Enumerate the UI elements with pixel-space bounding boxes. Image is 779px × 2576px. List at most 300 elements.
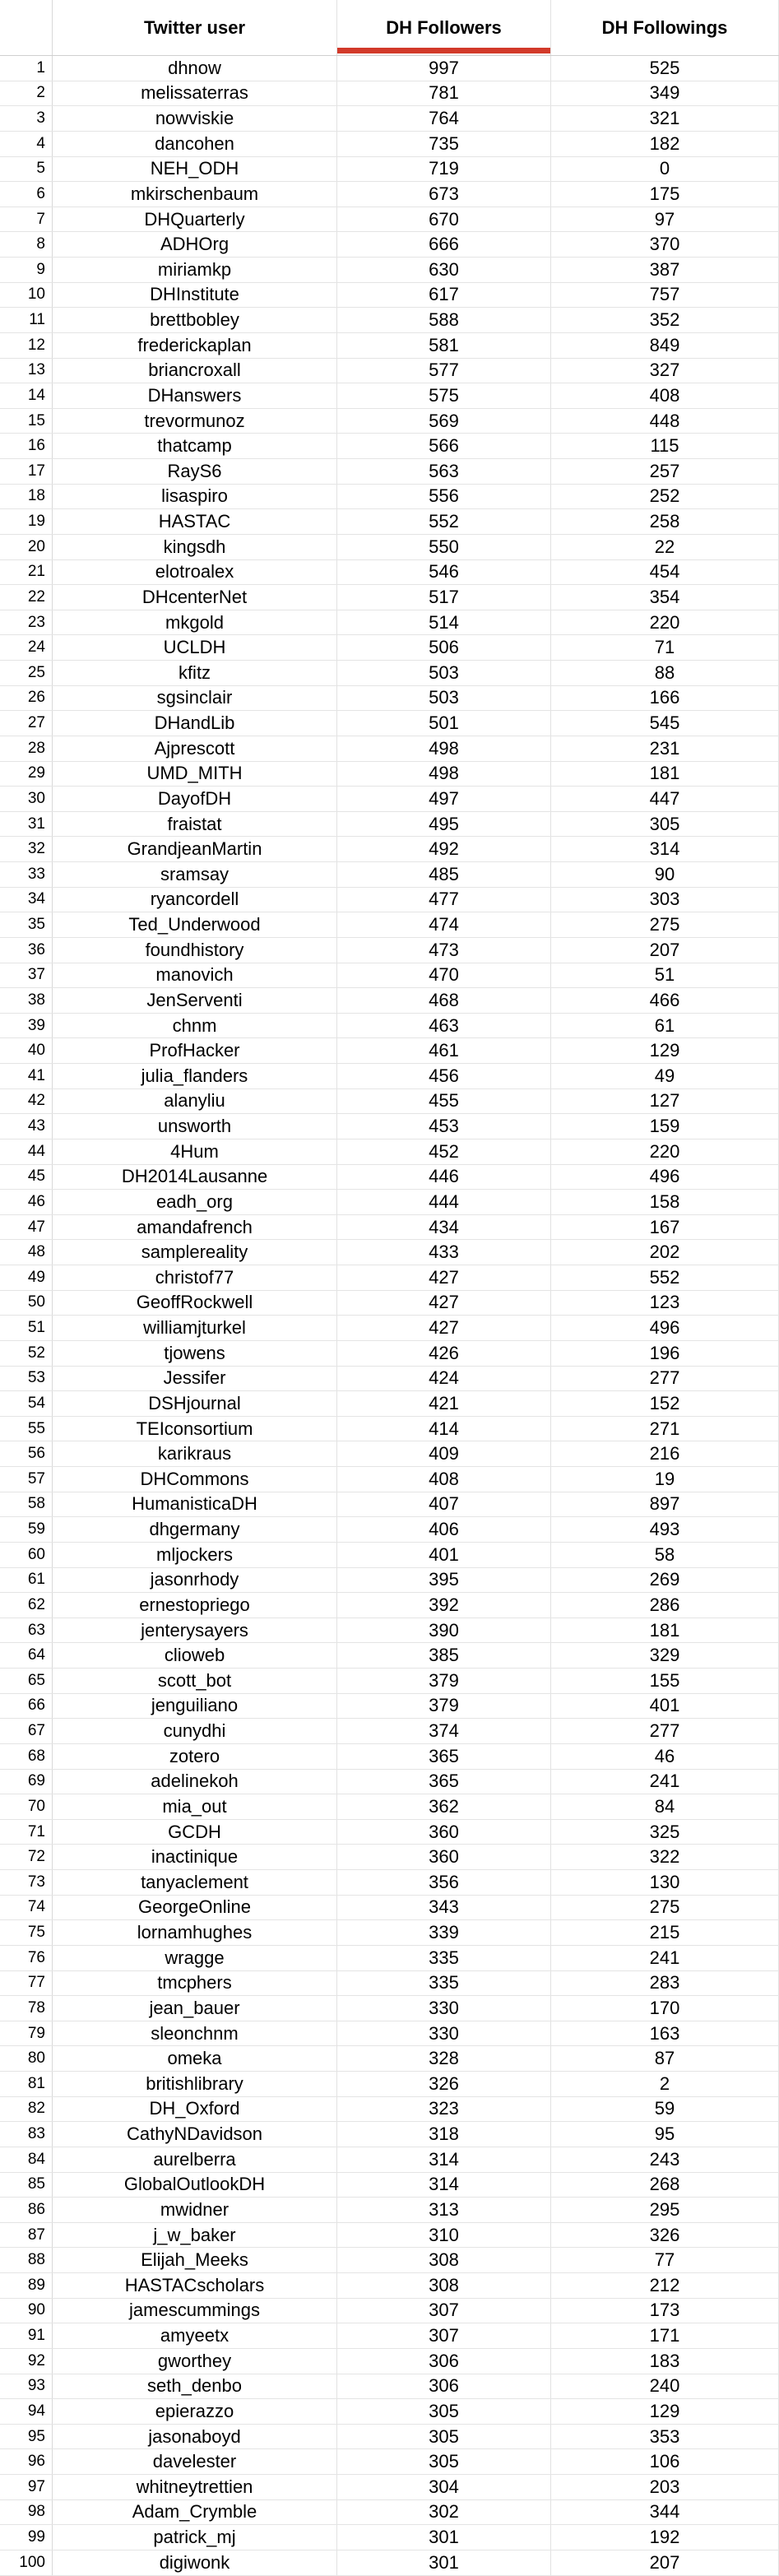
row-number[interactable]: 59 — [0, 1517, 53, 1542]
table-row[interactable] — [0, 2147, 779, 2173]
cell-dh-followers[interactable]: 577 — [337, 359, 551, 383]
cell-twitter-user[interactable]: gworthey — [53, 2349, 337, 2374]
row-number[interactable]: 94 — [0, 2399, 53, 2424]
row-number[interactable]: 9 — [0, 258, 53, 282]
cell-dh-followings[interactable]: 58 — [551, 1543, 779, 1567]
cell-dh-followings[interactable]: 408 — [551, 383, 779, 408]
row-number[interactable]: 91 — [0, 2323, 53, 2348]
cell-twitter-user[interactable]: DHanswers — [53, 383, 337, 408]
table-row[interactable] — [0, 1920, 779, 1946]
cell-twitter-user[interactable]: mkirschenbaum — [53, 182, 337, 207]
table-row[interactable] — [0, 1492, 779, 1518]
cell-dh-followings[interactable]: 0 — [551, 157, 779, 182]
row-number[interactable]: 28 — [0, 736, 53, 761]
cell-twitter-user[interactable]: GeoffRockwell — [53, 1291, 337, 1316]
row-number[interactable]: 1 — [0, 56, 53, 81]
cell-dh-followers[interactable]: 673 — [337, 182, 551, 207]
table-row[interactable] — [0, 2122, 779, 2147]
table-row[interactable] — [0, 2399, 779, 2425]
cell-twitter-user[interactable]: RayS6 — [53, 459, 337, 484]
row-number-header[interactable] — [0, 0, 53, 55]
table-row[interactable] — [0, 2046, 779, 2072]
cell-dh-followers[interactable]: 433 — [337, 1240, 551, 1265]
cell-dh-followings[interactable]: 127 — [551, 1089, 779, 1114]
cell-twitter-user[interactable]: mia_out — [53, 1794, 337, 1819]
cell-dh-followers[interactable]: 304 — [337, 2475, 551, 2499]
cell-dh-followings[interactable]: 84 — [551, 1794, 779, 1819]
table-row[interactable] — [0, 1190, 779, 1215]
cell-twitter-user[interactable]: whitneytrettien — [53, 2475, 337, 2499]
cell-twitter-user[interactable]: UMD_MITH — [53, 762, 337, 787]
row-number[interactable]: 55 — [0, 1417, 53, 1441]
row-number[interactable]: 4 — [0, 132, 53, 156]
table-row[interactable] — [0, 1467, 779, 1492]
table-row[interactable] — [0, 2223, 779, 2249]
cell-dh-followers[interactable]: 401 — [337, 1543, 551, 1567]
cell-dh-followers[interactable]: 501 — [337, 711, 551, 736]
cell-dh-followings[interactable]: 241 — [551, 1946, 779, 1970]
table-row[interactable] — [0, 1744, 779, 1770]
row-number[interactable]: 98 — [0, 2500, 53, 2525]
cell-twitter-user[interactable]: trevormunoz — [53, 409, 337, 434]
row-number[interactable]: 45 — [0, 1165, 53, 1190]
cell-dh-followings[interactable]: 61 — [551, 1014, 779, 1038]
cell-twitter-user[interactable]: jamescummings — [53, 2299, 337, 2323]
row-number[interactable]: 90 — [0, 2299, 53, 2323]
row-number[interactable]: 25 — [0, 661, 53, 685]
table-row[interactable] — [0, 1240, 779, 1265]
cell-dh-followings[interactable]: 354 — [551, 585, 779, 610]
cell-dh-followings[interactable]: 447 — [551, 787, 779, 811]
cell-dh-followers[interactable]: 463 — [337, 1014, 551, 1038]
table-row[interactable] — [0, 132, 779, 157]
cell-dh-followings[interactable]: 325 — [551, 1820, 779, 1845]
cell-dh-followings[interactable]: 295 — [551, 2198, 779, 2222]
cell-dh-followings[interactable]: 192 — [551, 2525, 779, 2550]
cell-dh-followings[interactable]: 163 — [551, 2021, 779, 2046]
cell-twitter-user[interactable]: dancohen — [53, 132, 337, 156]
cell-dh-followings[interactable]: 158 — [551, 1190, 779, 1214]
row-number[interactable]: 88 — [0, 2248, 53, 2272]
row-number[interactable]: 19 — [0, 509, 53, 534]
table-row[interactable] — [0, 1139, 779, 1165]
cell-dh-followings[interactable]: 215 — [551, 1920, 779, 1945]
table-row[interactable] — [0, 912, 779, 938]
cell-dh-followers[interactable]: 328 — [337, 2046, 551, 2071]
cell-dh-followings[interactable]: 277 — [551, 1719, 779, 1743]
cell-dh-followings[interactable]: 552 — [551, 1265, 779, 1290]
cell-twitter-user[interactable]: clioweb — [53, 1643, 337, 1668]
row-number[interactable]: 34 — [0, 888, 53, 912]
row-number[interactable]: 3 — [0, 106, 53, 131]
cell-twitter-user[interactable]: UCLDH — [53, 635, 337, 660]
table-row[interactable] — [0, 1417, 779, 1442]
table-row[interactable] — [0, 2097, 779, 2123]
cell-dh-followings[interactable]: 268 — [551, 2173, 779, 2198]
cell-dh-followers[interactable]: 379 — [337, 1669, 551, 1693]
cell-twitter-user[interactable]: HASTAC — [53, 509, 337, 534]
cell-dh-followers[interactable]: 556 — [337, 485, 551, 509]
cell-dh-followings[interactable]: 207 — [551, 2550, 779, 2575]
cell-dh-followers[interactable]: 569 — [337, 409, 551, 434]
cell-dh-followings[interactable]: 175 — [551, 182, 779, 207]
table-row[interactable] — [0, 383, 779, 409]
cell-dh-followers[interactable]: 517 — [337, 585, 551, 610]
cell-dh-followings[interactable]: 123 — [551, 1291, 779, 1316]
row-number[interactable]: 84 — [0, 2147, 53, 2172]
cell-dh-followers[interactable]: 407 — [337, 1492, 551, 1517]
cell-twitter-user[interactable]: JenServenti — [53, 988, 337, 1013]
row-number[interactable]: 47 — [0, 1215, 53, 1240]
cell-twitter-user[interactable]: unsworth — [53, 1114, 337, 1139]
cell-dh-followers[interactable]: 764 — [337, 106, 551, 131]
row-number[interactable]: 75 — [0, 1920, 53, 1945]
cell-dh-followers[interactable]: 492 — [337, 837, 551, 861]
cell-twitter-user[interactable]: Elijah_Meeks — [53, 2248, 337, 2272]
table-row[interactable] — [0, 635, 779, 661]
table-row[interactable] — [0, 485, 779, 510]
cell-dh-followings[interactable]: 19 — [551, 1467, 779, 1492]
table-row[interactable] — [0, 2500, 779, 2526]
cell-twitter-user[interactable]: Ajprescott — [53, 736, 337, 761]
cell-twitter-user[interactable]: britishlibrary — [53, 2072, 337, 2096]
row-number[interactable]: 35 — [0, 912, 53, 937]
row-number[interactable]: 65 — [0, 1669, 53, 1693]
cell-twitter-user[interactable]: miriamkp — [53, 258, 337, 282]
cell-twitter-user[interactable]: mljockers — [53, 1543, 337, 1567]
cell-twitter-user[interactable]: foundhistory — [53, 938, 337, 963]
cell-dh-followings[interactable]: 897 — [551, 1492, 779, 1517]
cell-dh-followings[interactable]: 220 — [551, 610, 779, 635]
table-row[interactable] — [0, 1794, 779, 1820]
cell-twitter-user[interactable]: digiwonk — [53, 2550, 337, 2575]
row-number[interactable]: 37 — [0, 963, 53, 988]
table-row[interactable] — [0, 409, 779, 434]
cell-dh-followers[interactable]: 453 — [337, 1114, 551, 1139]
cell-twitter-user[interactable]: mkgold — [53, 610, 337, 635]
cell-dh-followings[interactable]: 349 — [551, 81, 779, 106]
table-row[interactable] — [0, 1391, 779, 1417]
cell-dh-followers[interactable]: 427 — [337, 1316, 551, 1340]
table-row[interactable] — [0, 1265, 779, 1291]
cell-twitter-user[interactable]: NEH_ODH — [53, 157, 337, 182]
table-row[interactable] — [0, 2550, 779, 2576]
cell-dh-followings[interactable]: 305 — [551, 812, 779, 837]
cell-dh-followers[interactable]: 495 — [337, 812, 551, 837]
cell-twitter-user[interactable]: sramsay — [53, 862, 337, 887]
cell-dh-followers[interactable]: 385 — [337, 1643, 551, 1668]
cell-twitter-user[interactable]: DSHjournal — [53, 1391, 337, 1416]
cell-dh-followers[interactable]: 617 — [337, 283, 551, 308]
cell-dh-followers[interactable]: 406 — [337, 1517, 551, 1542]
cell-dh-followers[interactable]: 335 — [337, 1946, 551, 1970]
cell-dh-followers[interactable]: 362 — [337, 1794, 551, 1819]
cell-twitter-user[interactable]: zotero — [53, 1744, 337, 1769]
cell-dh-followers[interactable]: 497 — [337, 787, 551, 811]
cell-dh-followers[interactable]: 455 — [337, 1089, 551, 1114]
cell-twitter-user[interactable]: DH_Oxford — [53, 2097, 337, 2122]
table-row[interactable] — [0, 258, 779, 283]
table-row[interactable] — [0, 1996, 779, 2021]
cell-dh-followers[interactable]: 408 — [337, 1467, 551, 1492]
cell-twitter-user[interactable]: thatcamp — [53, 434, 337, 458]
row-number[interactable]: 49 — [0, 1265, 53, 1290]
cell-dh-followers[interactable]: 305 — [337, 2399, 551, 2424]
cell-dh-followings[interactable]: 77 — [551, 2248, 779, 2272]
row-number[interactable]: 57 — [0, 1467, 53, 1492]
table-row[interactable] — [0, 1946, 779, 1971]
cell-dh-followers[interactable]: 470 — [337, 963, 551, 988]
row-number[interactable]: 51 — [0, 1316, 53, 1340]
cell-dh-followers[interactable]: 318 — [337, 2122, 551, 2147]
cell-dh-followings[interactable]: 303 — [551, 888, 779, 912]
cell-dh-followings[interactable]: 352 — [551, 308, 779, 332]
cell-twitter-user[interactable]: adelinekoh — [53, 1770, 337, 1794]
table-row[interactable] — [0, 1089, 779, 1115]
table-row[interactable] — [0, 1971, 779, 1997]
column-header-twitter-user[interactable]: Twitter user — [53, 0, 337, 55]
cell-dh-followers[interactable]: 444 — [337, 1190, 551, 1214]
cell-twitter-user[interactable]: fraistat — [53, 812, 337, 837]
cell-dh-followings[interactable]: 326 — [551, 2223, 779, 2248]
row-number[interactable]: 48 — [0, 1240, 53, 1265]
cell-dh-followers[interactable]: 474 — [337, 912, 551, 937]
cell-dh-followers[interactable]: 485 — [337, 862, 551, 887]
cell-dh-followings[interactable]: 46 — [551, 1744, 779, 1769]
cell-dh-followers[interactable]: 588 — [337, 308, 551, 332]
cell-dh-followers[interactable]: 307 — [337, 2299, 551, 2323]
cell-dh-followings[interactable]: 466 — [551, 988, 779, 1013]
table-row[interactable] — [0, 2273, 779, 2299]
row-number[interactable]: 66 — [0, 1694, 53, 1719]
cell-twitter-user[interactable]: wragge — [53, 1946, 337, 1970]
table-row[interactable] — [0, 2299, 779, 2324]
cell-twitter-user[interactable]: dhgermany — [53, 1517, 337, 1542]
cell-dh-followings[interactable]: 106 — [551, 2449, 779, 2474]
table-row[interactable] — [0, 1341, 779, 1367]
cell-dh-followers[interactable]: 563 — [337, 459, 551, 484]
cell-dh-followings[interactable]: 257 — [551, 459, 779, 484]
cell-twitter-user[interactable]: kfitz — [53, 661, 337, 685]
row-number[interactable]: 11 — [0, 308, 53, 332]
table-row[interactable] — [0, 1441, 779, 1467]
cell-dh-followings[interactable]: 258 — [551, 509, 779, 534]
cell-dh-followings[interactable]: 448 — [551, 409, 779, 434]
row-number[interactable]: 80 — [0, 2046, 53, 2071]
cell-twitter-user[interactable]: alanyliu — [53, 1089, 337, 1114]
cell-dh-followings[interactable]: 322 — [551, 1845, 779, 1869]
table-row[interactable] — [0, 459, 779, 485]
table-row[interactable] — [0, 333, 779, 359]
cell-dh-followings[interactable]: 493 — [551, 1517, 779, 1542]
cell-dh-followings[interactable]: 231 — [551, 736, 779, 761]
cell-twitter-user[interactable]: melissaterras — [53, 81, 337, 106]
cell-dh-followers[interactable]: 434 — [337, 1215, 551, 1240]
cell-dh-followings[interactable]: 757 — [551, 283, 779, 308]
cell-dh-followers[interactable]: 421 — [337, 1391, 551, 1416]
row-number[interactable]: 95 — [0, 2425, 53, 2449]
row-number[interactable]: 96 — [0, 2449, 53, 2474]
cell-dh-followers[interactable]: 461 — [337, 1038, 551, 1063]
table-row[interactable] — [0, 157, 779, 183]
table-row[interactable] — [0, 1694, 779, 1720]
row-number[interactable]: 18 — [0, 485, 53, 509]
table-row[interactable] — [0, 1367, 779, 1392]
table-row[interactable] — [0, 1114, 779, 1139]
cell-dh-followers[interactable]: 306 — [337, 2349, 551, 2374]
table-row[interactable] — [0, 686, 779, 712]
cell-dh-followers[interactable]: 719 — [337, 157, 551, 182]
row-number[interactable]: 86 — [0, 2198, 53, 2222]
cell-twitter-user[interactable]: DHQuarterly — [53, 207, 337, 232]
cell-dh-followings[interactable]: 525 — [551, 56, 779, 81]
cell-dh-followers[interactable]: 506 — [337, 635, 551, 660]
column-header-dh-followings[interactable]: DH Followings — [551, 0, 779, 55]
row-number[interactable]: 22 — [0, 585, 53, 610]
cell-dh-followers[interactable]: 305 — [337, 2449, 551, 2474]
cell-dh-followers[interactable]: 424 — [337, 1367, 551, 1391]
table-row[interactable] — [0, 787, 779, 812]
table-row[interactable] — [0, 535, 779, 560]
cell-dh-followings[interactable]: 155 — [551, 1669, 779, 1693]
cell-dh-followings[interactable]: 181 — [551, 1618, 779, 1643]
cell-twitter-user[interactable]: brettbobley — [53, 308, 337, 332]
row-number[interactable]: 16 — [0, 434, 53, 458]
table-row[interactable] — [0, 2173, 779, 2198]
row-number[interactable]: 12 — [0, 333, 53, 358]
cell-twitter-user[interactable]: jean_bauer — [53, 1996, 337, 2021]
cell-dh-followers[interactable]: 414 — [337, 1417, 551, 1441]
table-row[interactable] — [0, 359, 779, 384]
row-number[interactable]: 30 — [0, 787, 53, 811]
cell-dh-followers[interactable]: 323 — [337, 2097, 551, 2122]
row-number[interactable]: 17 — [0, 459, 53, 484]
table-row[interactable] — [0, 711, 779, 736]
cell-dh-followers[interactable]: 498 — [337, 736, 551, 761]
cell-twitter-user[interactable]: eadh_org — [53, 1190, 337, 1214]
cell-twitter-user[interactable]: GCDH — [53, 1820, 337, 1845]
row-number[interactable]: 74 — [0, 1896, 53, 1920]
cell-twitter-user[interactable]: williamjturkel — [53, 1316, 337, 1340]
cell-dh-followings[interactable]: 387 — [551, 258, 779, 282]
cell-twitter-user[interactable]: omeka — [53, 2046, 337, 2071]
row-number[interactable]: 63 — [0, 1618, 53, 1643]
cell-twitter-user[interactable]: DH2014Lausanne — [53, 1165, 337, 1190]
table-row[interactable] — [0, 2349, 779, 2374]
cell-dh-followings[interactable]: 97 — [551, 207, 779, 232]
table-row[interactable] — [0, 2449, 779, 2475]
cell-dh-followings[interactable]: 269 — [551, 1568, 779, 1593]
row-number[interactable]: 100 — [0, 2550, 53, 2575]
cell-twitter-user[interactable]: jenterysayers — [53, 1618, 337, 1643]
row-number[interactable]: 26 — [0, 686, 53, 711]
table-row[interactable] — [0, 182, 779, 207]
cell-twitter-user[interactable]: ProfHacker — [53, 1038, 337, 1063]
cell-dh-followers[interactable]: 498 — [337, 762, 551, 787]
cell-twitter-user[interactable]: tanyaclement — [53, 1870, 337, 1895]
cell-twitter-user[interactable]: manovich — [53, 963, 337, 988]
cell-dh-followings[interactable]: 277 — [551, 1367, 779, 1391]
table-row[interactable] — [0, 2198, 779, 2223]
table-row[interactable] — [0, 2021, 779, 2047]
table-row[interactable] — [0, 308, 779, 333]
row-number[interactable]: 43 — [0, 1114, 53, 1139]
table-row[interactable] — [0, 585, 779, 610]
table-row[interactable] — [0, 1669, 779, 1694]
table-row[interactable] — [0, 1643, 779, 1669]
cell-dh-followings[interactable]: 243 — [551, 2147, 779, 2172]
cell-twitter-user[interactable]: sgsinclair — [53, 686, 337, 711]
cell-dh-followings[interactable]: 71 — [551, 635, 779, 660]
cell-dh-followers[interactable]: 581 — [337, 333, 551, 358]
cell-dh-followings[interactable]: 90 — [551, 862, 779, 887]
table-row[interactable] — [0, 862, 779, 888]
row-number[interactable]: 77 — [0, 1971, 53, 1996]
table-row[interactable] — [0, 207, 779, 233]
table-row[interactable] — [0, 1291, 779, 1316]
table-row[interactable] — [0, 81, 779, 107]
cell-twitter-user[interactable]: frederickaplan — [53, 333, 337, 358]
row-number[interactable]: 23 — [0, 610, 53, 635]
row-number[interactable]: 60 — [0, 1543, 53, 1567]
table-row[interactable] — [0, 1215, 779, 1241]
table-row[interactable] — [0, 610, 779, 636]
table-row[interactable] — [0, 736, 779, 762]
row-number[interactable]: 58 — [0, 1492, 53, 1517]
table-row[interactable] — [0, 1165, 779, 1191]
cell-dh-followings[interactable]: 401 — [551, 1694, 779, 1719]
cell-dh-followers[interactable]: 379 — [337, 1694, 551, 1719]
cell-dh-followings[interactable]: 286 — [551, 1593, 779, 1618]
row-number[interactable]: 79 — [0, 2021, 53, 2046]
cell-dh-followings[interactable]: 88 — [551, 661, 779, 685]
cell-dh-followers[interactable]: 670 — [337, 207, 551, 232]
row-number[interactable]: 27 — [0, 711, 53, 736]
table-row[interactable] — [0, 1896, 779, 1921]
table-row[interactable] — [0, 1316, 779, 1341]
row-number[interactable]: 13 — [0, 359, 53, 383]
row-number[interactable]: 72 — [0, 1845, 53, 1869]
cell-dh-followers[interactable]: 335 — [337, 1971, 551, 1996]
table-row[interactable] — [0, 1038, 779, 1064]
cell-dh-followings[interactable]: 173 — [551, 2299, 779, 2323]
table-row[interactable] — [0, 837, 779, 862]
row-number[interactable]: 40 — [0, 1038, 53, 1063]
table-row[interactable] — [0, 232, 779, 258]
cell-dh-followings[interactable]: 314 — [551, 837, 779, 861]
cell-twitter-user[interactable]: tjowens — [53, 1341, 337, 1366]
row-number[interactable]: 8 — [0, 232, 53, 257]
cell-twitter-user[interactable]: TEIconsortium — [53, 1417, 337, 1441]
table-row[interactable] — [0, 762, 779, 787]
table-row[interactable] — [0, 888, 779, 913]
cell-dh-followers[interactable]: 365 — [337, 1744, 551, 1769]
table-row[interactable] — [0, 1618, 779, 1644]
row-number[interactable]: 36 — [0, 938, 53, 963]
row-number[interactable]: 68 — [0, 1744, 53, 1769]
row-number[interactable]: 2 — [0, 81, 53, 106]
cell-dh-followers[interactable]: 546 — [337, 560, 551, 585]
cell-dh-followers[interactable]: 301 — [337, 2550, 551, 2575]
cell-dh-followings[interactable]: 171 — [551, 2323, 779, 2348]
cell-dh-followers[interactable]: 305 — [337, 2425, 551, 2449]
table-row[interactable] — [0, 1770, 779, 1795]
cell-twitter-user[interactable]: scott_bot — [53, 1669, 337, 1693]
cell-twitter-user[interactable]: aurelberra — [53, 2147, 337, 2172]
table-row[interactable] — [0, 2425, 779, 2450]
cell-twitter-user[interactable]: HumanisticaDH — [53, 1492, 337, 1517]
cell-dh-followers[interactable]: 446 — [337, 1165, 551, 1190]
